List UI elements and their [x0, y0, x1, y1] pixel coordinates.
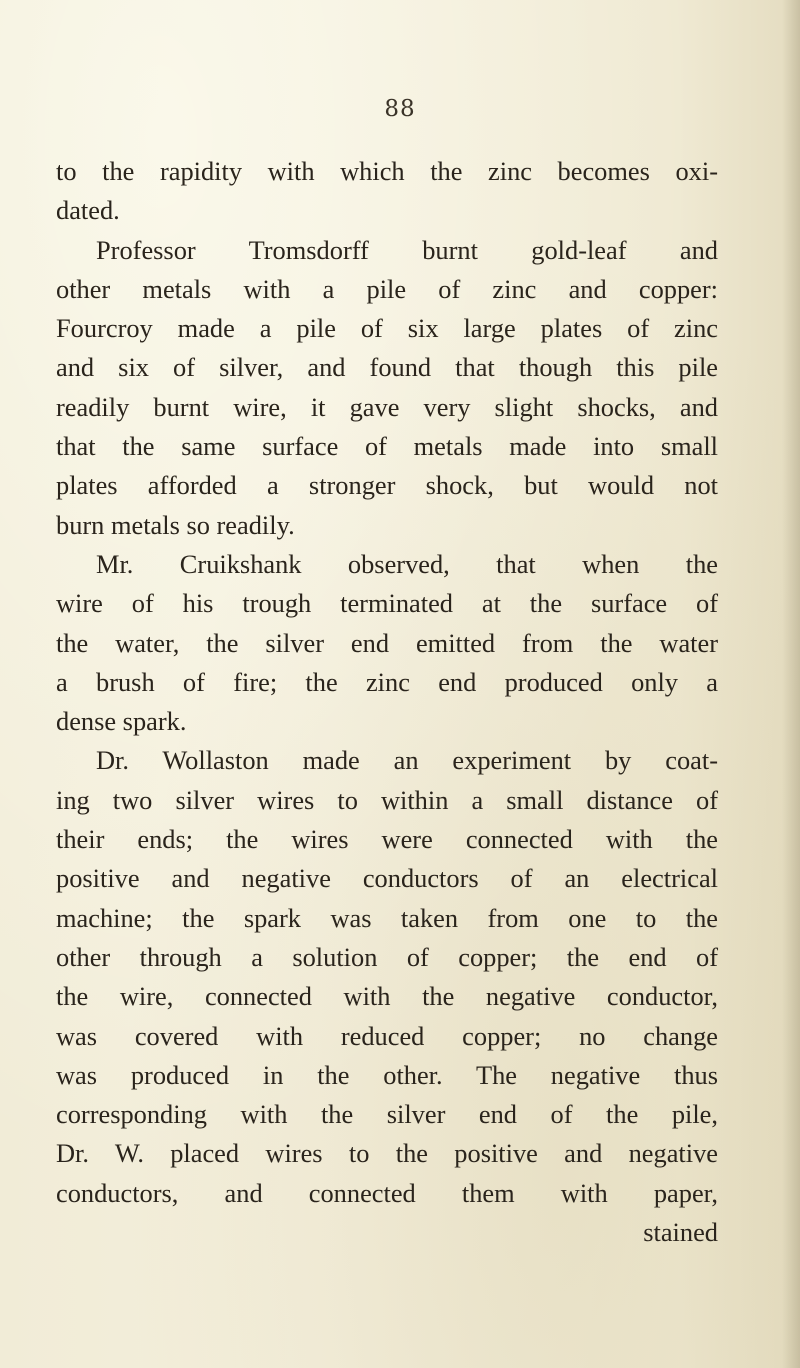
- text-line: was produced in the other. The negative thus: [56, 1059, 718, 1090]
- text-line: positive and negative conductors of an electrical: [56, 863, 718, 894]
- text-line: the wire, connected with the negative conductor,: [56, 981, 718, 1012]
- page-number: 88: [384, 96, 416, 122]
- text-line: that the same surface of metals made into small: [56, 431, 718, 462]
- text-line: Professor Tromsdorff burnt gold-leaf and: [96, 234, 718, 265]
- catchword: stained: [643, 1217, 718, 1248]
- text-line: other through a solution of copper; the end of: [56, 941, 718, 972]
- text-line: dated.: [56, 195, 120, 226]
- text-line: ing two silver wires to within a small distance of: [56, 784, 718, 815]
- text-line: readily burnt wire, it gave very slight shocks, and: [56, 391, 718, 422]
- text-line: a brush of fire; the zinc end produced only a: [56, 666, 718, 697]
- text-line: burn metals so readily.: [56, 509, 295, 540]
- text-line: other metals with a pile of zinc and copper:: [56, 273, 718, 304]
- text-line: plates afforded a stronger shock, but would not: [56, 470, 718, 501]
- text-line: conductors, and connected them with paper,: [56, 1177, 718, 1208]
- text-line: to the rapidity with which the zinc becomes oxi-: [56, 156, 718, 186]
- text-line: Dr. W. placed wires to the positive and negative: [56, 1138, 718, 1169]
- text-line: machine; the spark was taken from one to the: [56, 902, 718, 933]
- text-line: wire of his trough terminated at the surface of: [56, 588, 718, 619]
- text-line: Fourcroy made a pile of six large plates of zinc: [56, 313, 718, 344]
- page-edge-shadow: [782, 0, 800, 1368]
- text-line: Dr. Wollaston made an experiment by coat-: [96, 745, 718, 776]
- text-line: dense spark.: [56, 706, 187, 737]
- body-text: [56, 152, 718, 1252]
- text-line: Mr. Cruikshank observed, that when the: [96, 548, 718, 579]
- text-line: the water, the silver end emitted from the water: [56, 627, 718, 658]
- text-line: their ends; the wires were connected with the: [56, 824, 718, 855]
- text-line: and six of silver, and found that though this pile: [56, 352, 718, 383]
- text-line: was covered with reduced copper; no change: [56, 1020, 718, 1051]
- text-line: corresponding with the silver end of the pile,: [56, 1099, 718, 1130]
